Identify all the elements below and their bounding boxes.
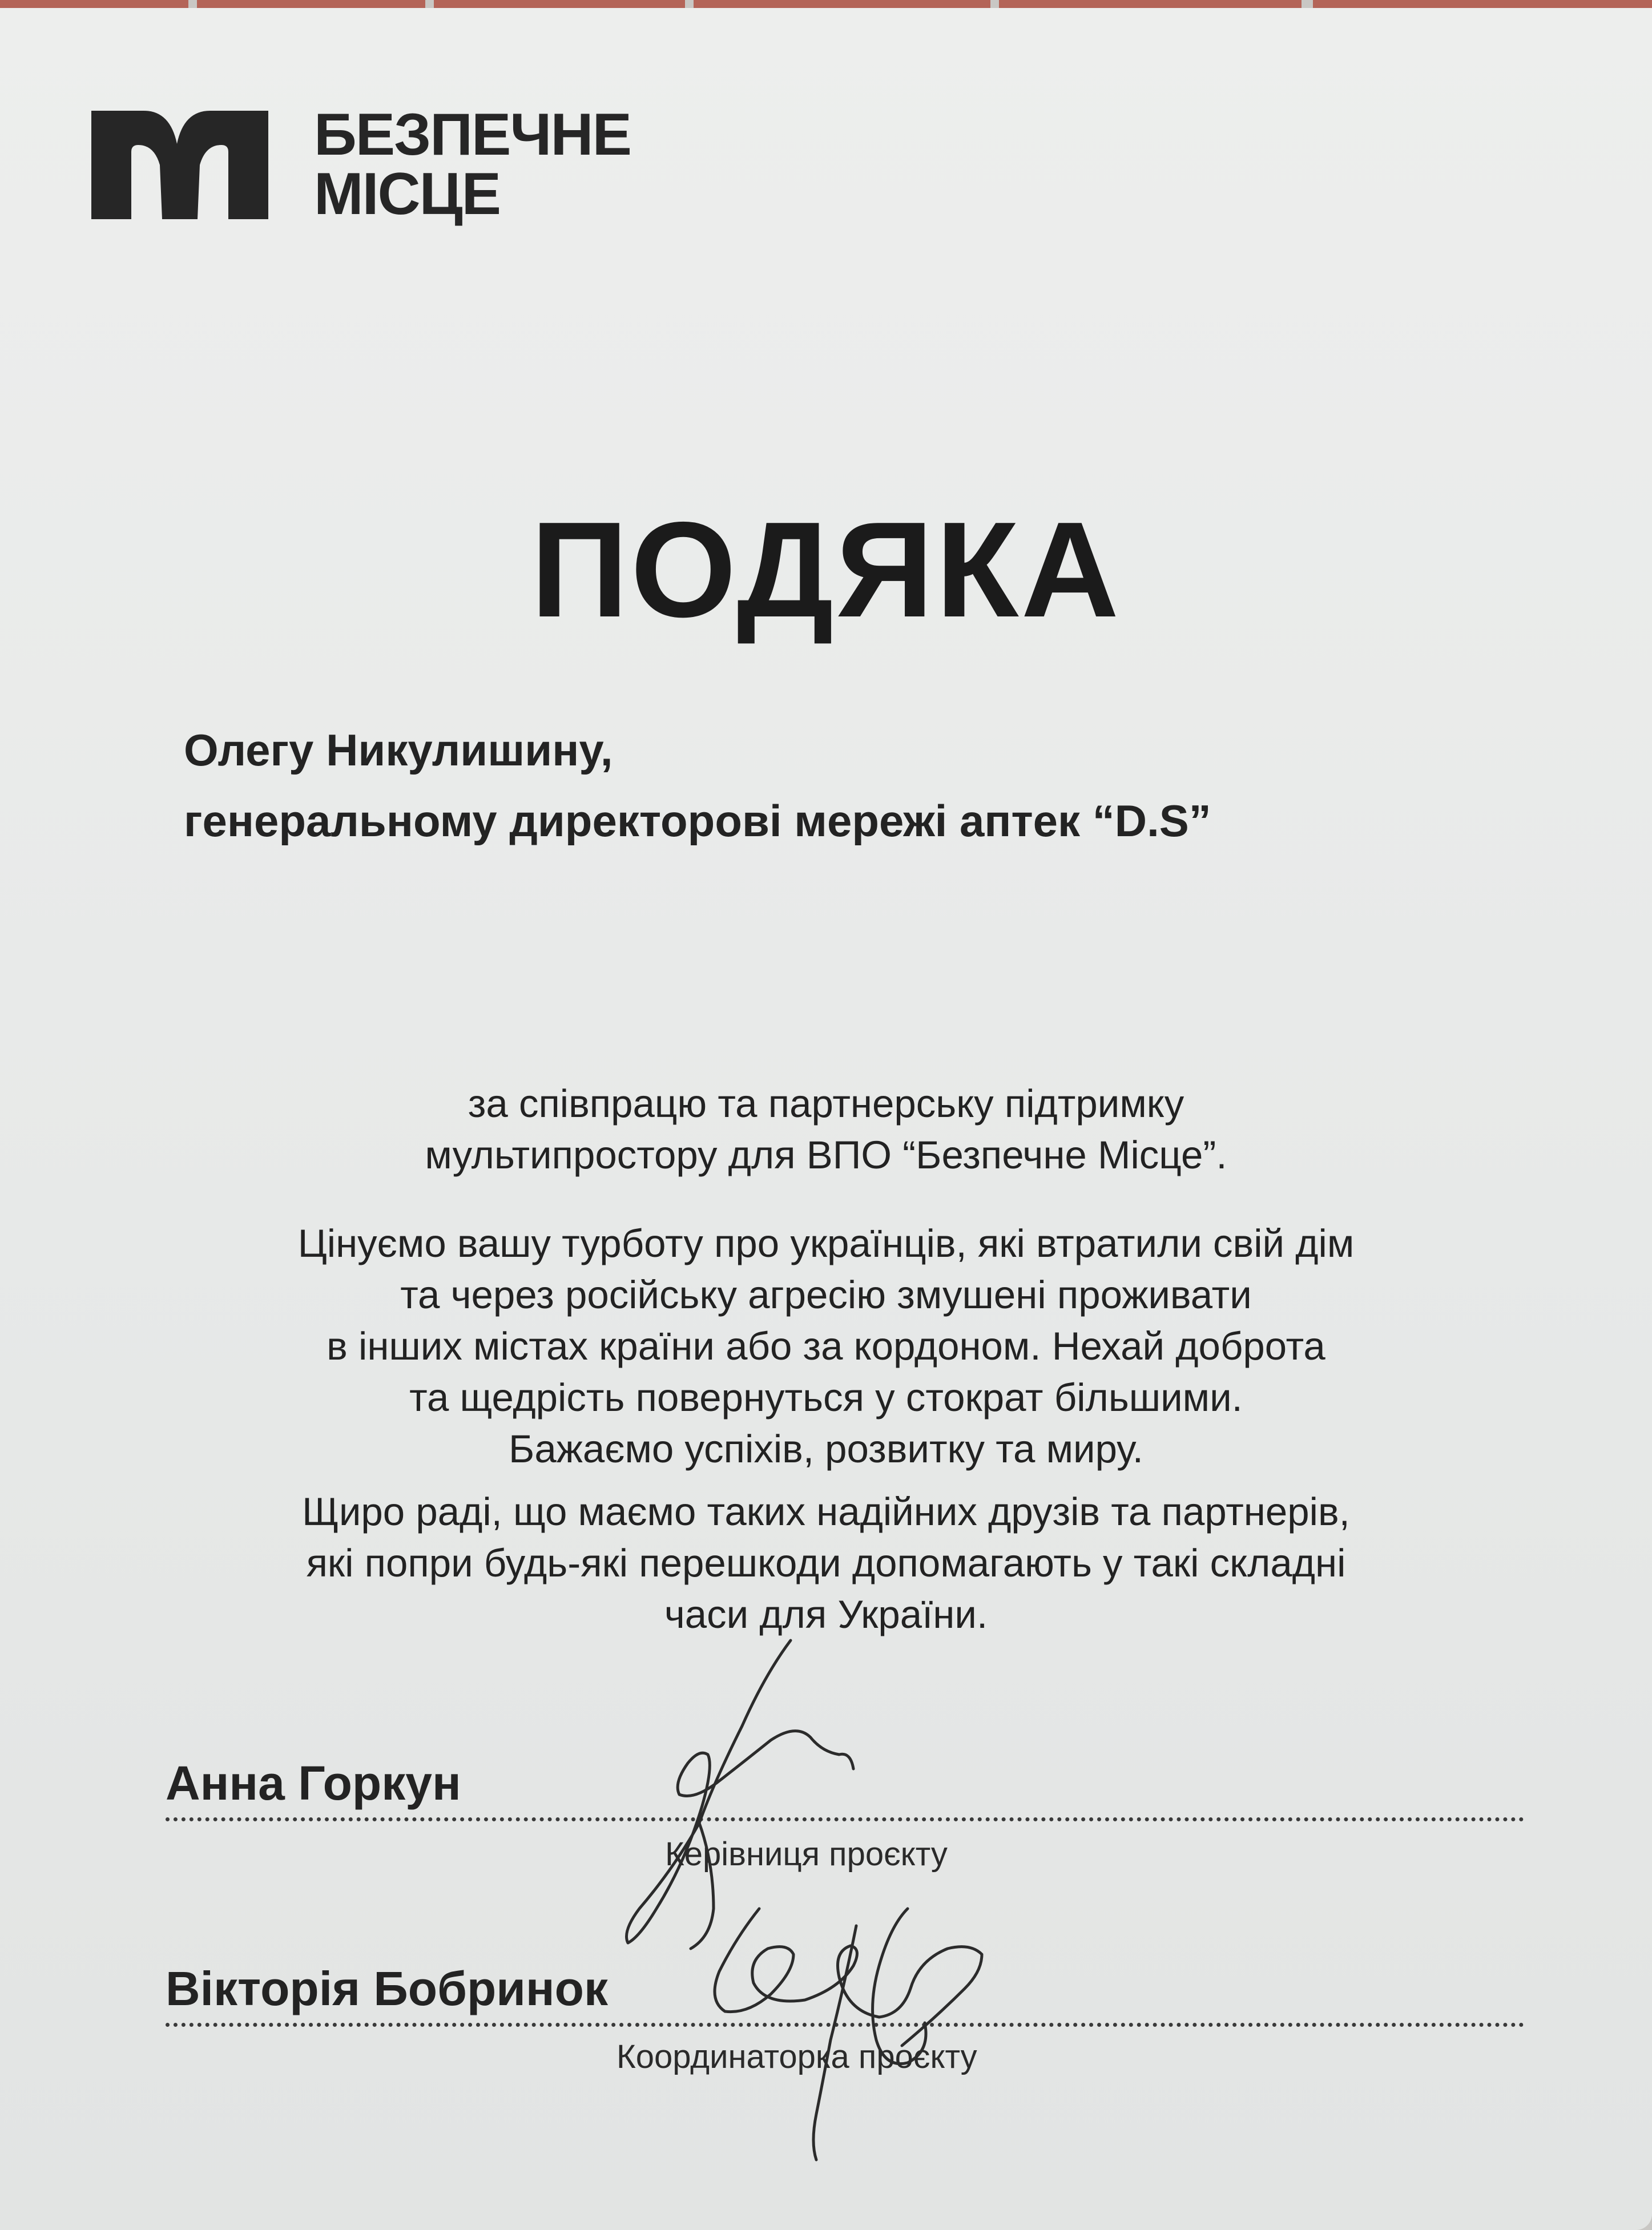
certificate-title: ПОДЯКА xyxy=(530,494,1122,646)
signatory-1-name: Анна Горкун xyxy=(166,1756,461,1810)
signature-line-1 xyxy=(166,1817,1524,1821)
paragraph-appreciation xyxy=(0,1218,1652,1475)
text-line: Щиро раді, що маємо таких надійних друзів та партнерів, xyxy=(302,1490,1350,1534)
signature-line-2 xyxy=(166,2023,1524,2027)
certificate-sheet xyxy=(0,8,1652,2230)
signatory-1-role: Керівниця проєкту xyxy=(665,1836,948,1873)
recipient-position: генеральному директорові мережі аптек “D.S” xyxy=(184,796,1211,846)
text-line: в інших містах країни або за кордоном. Нехай доброта xyxy=(327,1324,1325,1368)
paragraph-gratitude xyxy=(0,1078,1652,1181)
signature-1-mark xyxy=(627,1640,854,1943)
logo-line-2: МІСЦЕ xyxy=(314,161,500,227)
recipient-name: Олегу Никулишину, xyxy=(184,725,613,775)
signatory-2-role: Координаторка проєкту xyxy=(617,2038,977,2075)
text-line: Цінуємо вашу турботу про українців, які втратили свій дім xyxy=(297,1221,1355,1265)
text-line: за співпрацю та партнерську підтримку xyxy=(468,1082,1184,1126)
signatory-2-name: Вікторія Бобринок xyxy=(166,1962,608,2015)
logo-wordmark xyxy=(314,102,679,227)
logo-line-1: БЕЗПЕЧНЕ xyxy=(314,102,631,168)
text-line: та щедрість повернуться у стократ більшими. xyxy=(409,1376,1243,1420)
text-line: часи для України. xyxy=(664,1592,988,1636)
recipient-block xyxy=(184,715,1525,856)
background-strip xyxy=(0,0,1652,8)
paragraph-closing xyxy=(0,1486,1652,1640)
text-line: та через російську агресію змушені проживати xyxy=(400,1273,1252,1317)
logo-mark-icon xyxy=(91,111,268,219)
text-line: які попри будь-які перешкоди допомагають у такі складні xyxy=(306,1541,1346,1585)
text-line: мультипростору для ВПО “Безпечне Місце”. xyxy=(425,1133,1227,1177)
text-line: Бажаємо успіхів, розвитку та миру. xyxy=(509,1427,1143,1471)
